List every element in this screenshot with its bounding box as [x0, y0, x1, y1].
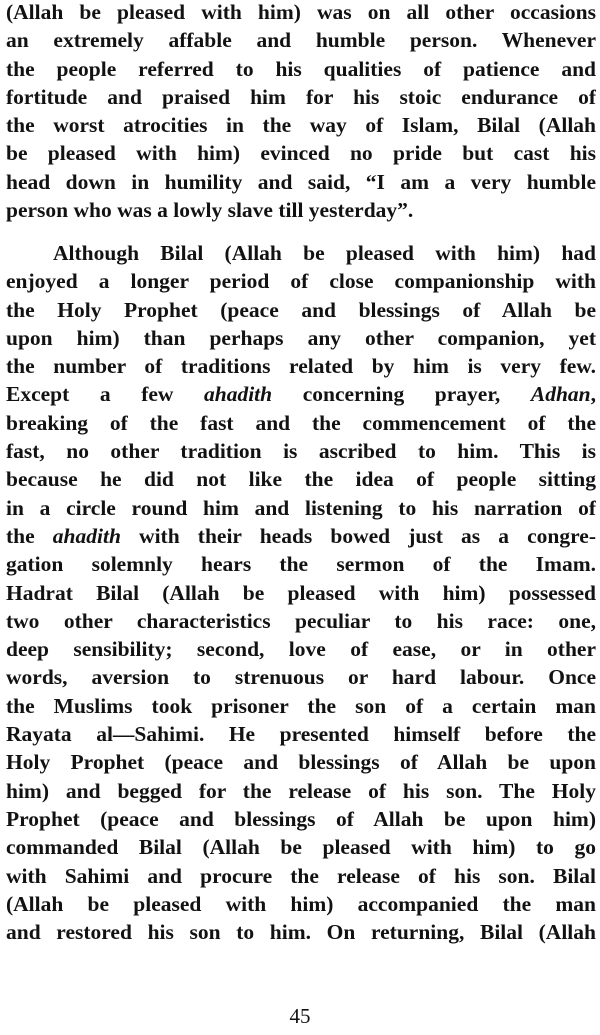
text-line: in a circle round him and listening to his narration of	[6, 495, 596, 520]
text-line: because he did not like the idea of people sitting	[6, 467, 596, 492]
text-line: the number of traditions related by him is very few.	[6, 354, 596, 379]
text-line: Rayata al—Sahimi. He presented himself before the	[6, 722, 596, 747]
text-line: fast, no other tradition is ascribed to him. This is	[6, 439, 596, 464]
page-number: 45	[289, 1004, 311, 1028]
text-line: Although Bilal (Allah be pleased with him) had	[53, 241, 596, 265]
text-line: (Allah be pleased with him) was on all other occasions	[6, 0, 596, 24]
text-line: and restored his son to him. On returning, Bilal (Allah	[6, 920, 596, 945]
text-line: the worst atrocities in the way of Islam, Bilal (Allah	[6, 113, 596, 138]
paragraph-1	[6, 0, 596, 224]
text-line: Holy Prophet (peace and blessings of Allah be upon	[6, 750, 596, 775]
text-line: with Sahimi and procure the release of his son. Bilal	[6, 863, 596, 888]
paragraph-2	[6, 239, 596, 946]
text-line: be pleased with him) evinced no pride but cast his	[6, 141, 596, 166]
text-line: two other characteristics peculiar to his race: one,	[6, 608, 596, 633]
text-line: (Allah be pleased with him) accompanied the man	[6, 891, 596, 916]
text-line: the people referred to his qualities of patience and	[6, 56, 596, 81]
text-line: the ahadith with their heads bowed just as a congre-	[6, 523, 596, 548]
text-line: breaking of the fast and the commencement of the	[6, 410, 596, 435]
text-line: upon him) than perhaps any other companion, yet	[6, 325, 596, 350]
text-line: commanded Bilal (Allah be pleased with him) to go	[6, 835, 596, 860]
text-line: person who was a lowly slave till yesterday”.	[6, 198, 414, 223]
text-line: fortitude and praised him for his stoic endurance of	[6, 84, 596, 109]
text-line: deep sensibility; second, love of ease, or in other	[6, 637, 596, 662]
text-line: head down in humility and said, “I am a very humble	[6, 169, 596, 194]
text-line: words, aversion to strenuous or hard labour. Once	[6, 665, 596, 690]
text-line: him) and begged for the release of his son. The Holy	[6, 778, 596, 803]
text-line: Except a few ahadith concerning prayer, Adhan,	[6, 382, 596, 407]
text-line: the Muslims took prisoner the son of a certain man	[6, 693, 596, 718]
text-line: the Holy Prophet (peace and blessings of Allah be	[6, 297, 596, 322]
text-line: an extremely affable and humble person. Whenever	[6, 28, 596, 53]
text-line: gation solemnly hears the sermon of the Imam.	[6, 552, 596, 577]
text-line: enjoyed a longer period of close companionship with	[6, 269, 596, 294]
text-line: Prophet (peace and blessings of Allah be upon him)	[6, 806, 596, 831]
text-line: Hadrat Bilal (Allah be pleased with him) possessed	[6, 580, 596, 605]
